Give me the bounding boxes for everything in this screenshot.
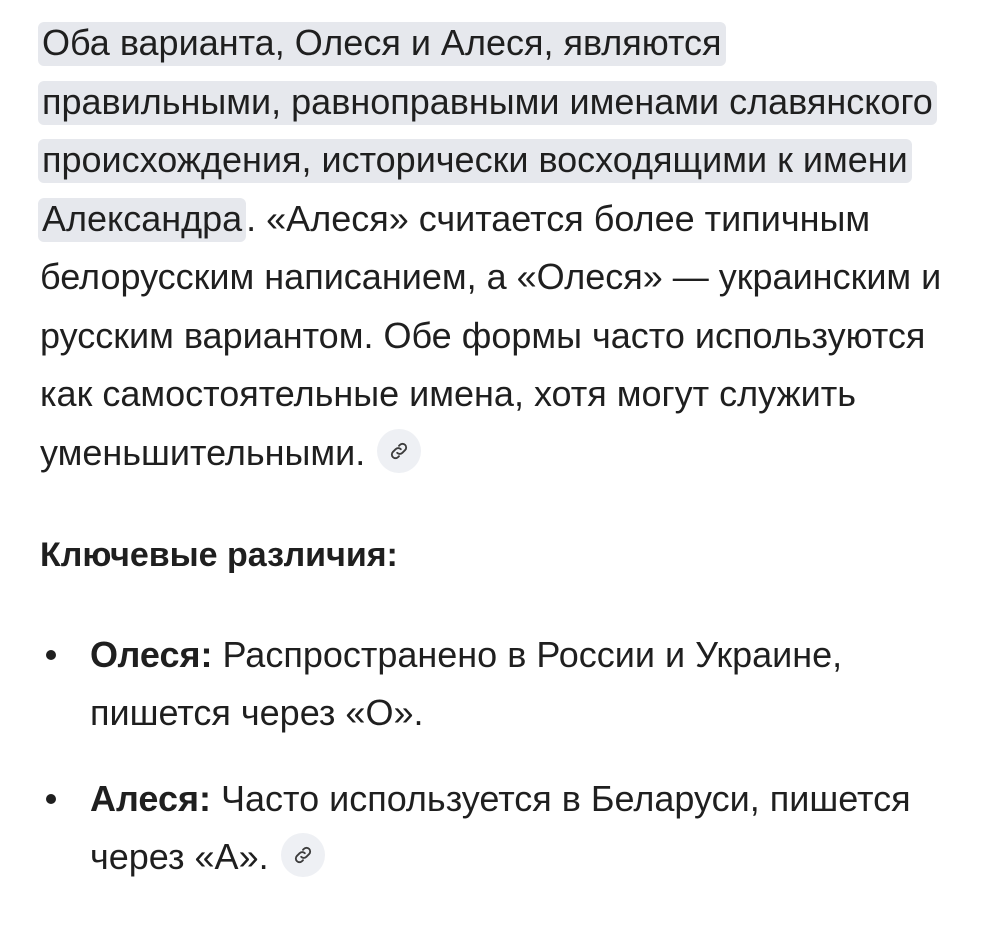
- source-link-button[interactable]: [281, 833, 325, 877]
- list-item-term: Алеся:: [90, 778, 211, 819]
- paragraph-text: . «Алеся» считается более типичным белорусским написанием, а «Олеся» — украинским и русским вариантом. Обе формы часто используются как самостоятельные имена, хотя могут служить уменьшительными.: [40, 197, 942, 473]
- list-item: [40, 626, 960, 742]
- answer-paragraph: [40, 14, 960, 482]
- bullet-icon: [46, 650, 56, 660]
- list-item: [40, 770, 960, 886]
- source-link-button[interactable]: [377, 429, 421, 473]
- list-item-text: Распространено в России и Украине, пишется через «О».: [90, 634, 843, 733]
- highlighted-source-text[interactable]: Оба варианта, Олеся и Алеся, являются правильными, равноправными именами славянского происхождения, исторически восходящими к имени Александра: [38, 22, 937, 242]
- differences-list: [40, 626, 960, 886]
- section-heading: Ключевые различия:: [40, 536, 398, 574]
- list-item-text: Часто используется в Беларуси, пишется через «А».: [90, 778, 911, 877]
- link-icon: [388, 440, 410, 462]
- list-item-term: Олеся:: [90, 634, 213, 675]
- bullet-icon: [46, 794, 56, 804]
- link-icon: [292, 844, 314, 866]
